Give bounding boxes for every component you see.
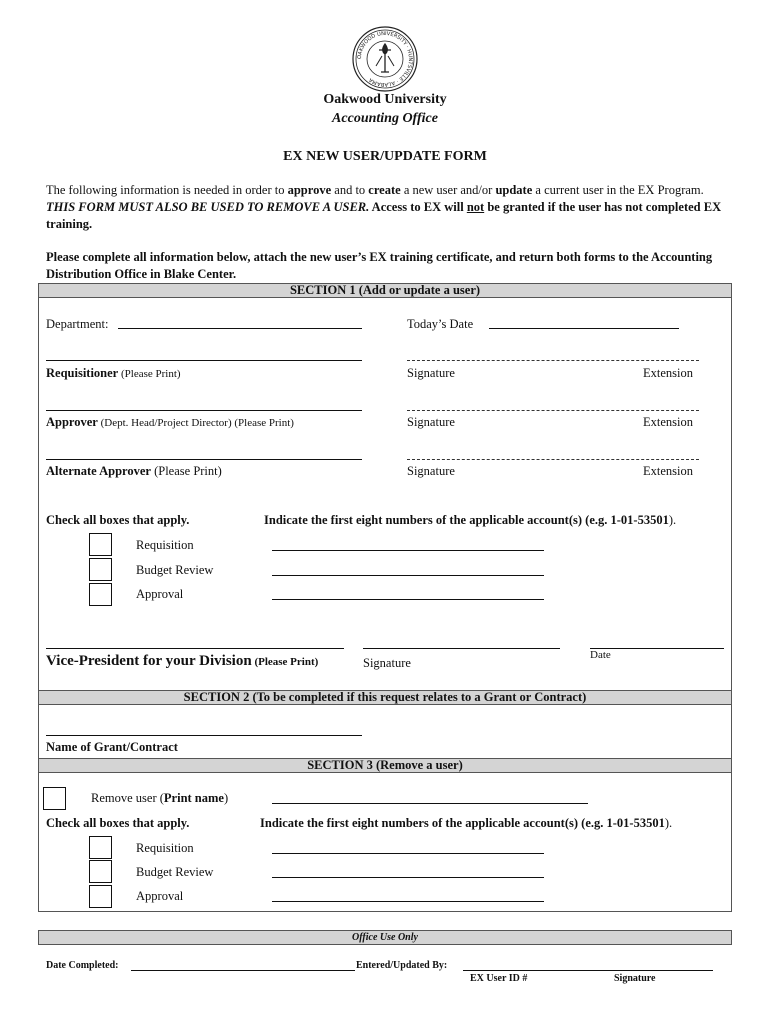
requisition-account-field[interactable] <box>272 550 544 551</box>
section3-header: SECTION 3 (Remove a user) <box>38 758 732 773</box>
check-all-label: Check all boxes that apply. <box>46 513 190 527</box>
vp-signature-label: Signature <box>363 656 411 670</box>
budget-review-account-field[interactable] <box>272 575 544 576</box>
indicate-accounts-label: Indicate the first eight numbers of the applicable account(s) (e.g. 1-01-53501). <box>264 513 677 527</box>
department-field[interactable] <box>118 328 362 329</box>
department-label: Department: <box>46 317 109 331</box>
budget-review-checkbox[interactable] <box>89 558 112 581</box>
approval-checkbox[interactable] <box>89 583 112 606</box>
requisitioner-signature-label: Signature <box>407 366 455 380</box>
section3-check-all-label: Check all boxes that apply. <box>46 816 190 830</box>
alternate-signature-label: Signature <box>407 464 455 478</box>
instructions-paragraph: Please complete all information below, attach the new user’s EX training certificate, and return both forms to the Accounting Distribution Office in Blake Center. <box>46 250 713 281</box>
remove-approval-label: Approval <box>136 889 184 903</box>
remove-user-checkbox[interactable] <box>43 787 66 810</box>
alternate-signature-field[interactable] <box>407 459 699 460</box>
university-name: Oakwood University <box>323 92 447 107</box>
remove-budget-review-label: Budget Review <box>136 865 214 879</box>
grant-name-field[interactable] <box>46 735 362 736</box>
vp-date-label: Date <box>590 649 611 661</box>
alternate-approver-label: Alternate Approver (Please Print) <box>46 464 222 478</box>
section2-header: SECTION 2 (To be completed if this request relates to a Grant or Contract) <box>38 690 732 705</box>
remove-budget-review-account-field[interactable] <box>272 877 544 878</box>
todays-date-field[interactable] <box>489 328 679 329</box>
intro-paragraph: The following information is needed in order to approve and to create a new user and/or update a current user in the EX Program. THIS FORM MUST ALSO BE USED TO REMOVE A USER. Access to EX will not be granted if the user has not completed EX training. <box>46 183 722 231</box>
grant-name-label: Name of Grant/Contract <box>46 740 178 754</box>
ex-user-id-label: EX User ID # <box>470 973 528 984</box>
vp-label: Vice-President for your Division (Please Print) <box>46 653 319 669</box>
remove-approval-account-field[interactable] <box>272 901 544 902</box>
requisitioner-label: Requisitioner (Please Print) <box>46 366 181 380</box>
budget-review-label: Budget Review <box>136 563 214 577</box>
remove-user-name-field[interactable] <box>272 803 588 804</box>
requisitioner-field[interactable] <box>46 360 362 361</box>
approver-signature-label: Signature <box>407 415 455 429</box>
approver-field[interactable] <box>46 410 362 411</box>
seal-text: OAKWOOD UNIVERSITY · HUNTSVILLE · ALABAMA <box>356 30 414 88</box>
approval-label: Approval <box>136 587 184 601</box>
date-completed-field[interactable] <box>131 970 355 971</box>
office-signature-label: Signature <box>614 973 656 984</box>
office-name: Accounting Office <box>332 111 438 126</box>
date-completed-label: Date Completed: <box>46 960 119 971</box>
vp-name-field[interactable] <box>46 648 344 649</box>
approver-signature-field[interactable] <box>407 410 699 411</box>
remove-requisition-label: Requisition <box>136 841 194 855</box>
remove-user-label: Remove user (Print name) <box>91 791 229 805</box>
form-title: EX NEW USER/UPDATE FORM <box>283 149 487 164</box>
remove-requisition-checkbox[interactable] <box>89 836 112 859</box>
alternate-approver-field[interactable] <box>46 459 362 460</box>
approval-account-field[interactable] <box>272 599 544 600</box>
requisition-checkbox[interactable] <box>89 533 112 556</box>
remove-approval-checkbox[interactable] <box>89 885 112 908</box>
remove-requisition-account-field[interactable] <box>272 853 544 854</box>
entered-by-label: Entered/Updated By: <box>356 960 448 971</box>
section3-indicate-accounts-label: Indicate the first eight numbers of the applicable account(s) (e.g. 1-01-53501). <box>260 816 673 830</box>
section1-header: SECTION 1 (Add or update a user) <box>38 283 732 298</box>
requisitioner-extension-label: Extension <box>643 366 693 380</box>
vp-signature-field[interactable] <box>363 648 560 649</box>
alternate-extension-label: Extension <box>643 464 693 478</box>
office-use-header: Office Use Only <box>38 930 732 945</box>
remove-budget-review-checkbox[interactable] <box>89 860 112 883</box>
todays-date-label: Today’s Date <box>407 317 474 331</box>
entered-by-field[interactable] <box>463 970 713 971</box>
requisition-label: Requisition <box>136 538 194 552</box>
approver-extension-label: Extension <box>643 415 693 429</box>
requisitioner-signature-field[interactable] <box>407 360 699 361</box>
approver-label: Approver (Dept. Head/Project Director) (Please Print) <box>46 415 294 429</box>
university-seal <box>352 26 418 92</box>
